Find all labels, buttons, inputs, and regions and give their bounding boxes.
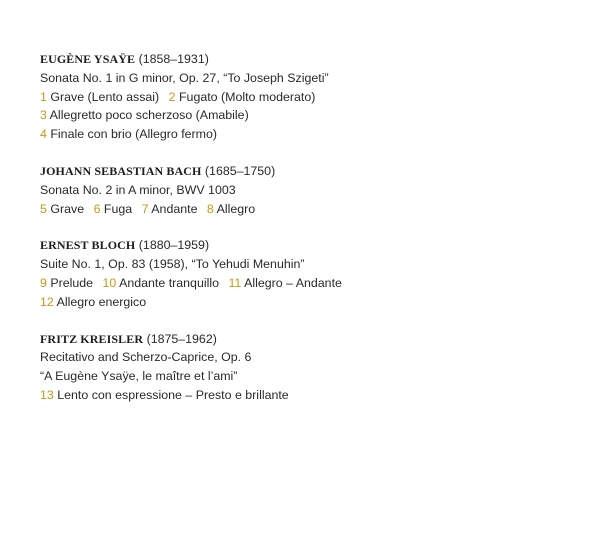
- track-number: 5: [40, 201, 47, 216]
- work-title: Suite No. 1, Op. 83 (1958), “To Yehudi Menuhin”: [40, 257, 305, 272]
- composer-heading: [40, 330, 580, 349]
- track-number: 3: [40, 108, 47, 123]
- track-item[interactable]: [40, 108, 249, 122]
- composer-heading: [40, 236, 580, 255]
- work-title: Recitativo and Scherzo-Caprice, Op. 6: [40, 350, 252, 365]
- track-title: Grave: [50, 201, 85, 216]
- track-title: Andante: [151, 201, 198, 216]
- track-item[interactable]: [40, 295, 146, 309]
- track-item[interactable]: [207, 202, 255, 216]
- track-item[interactable]: [40, 127, 217, 141]
- work-dedication: “A Eugène Ysaÿe, le maître et l’ami”: [40, 369, 238, 384]
- composer-heading: [40, 162, 580, 181]
- track-title: Lento con espressione – Presto e brillante: [57, 387, 289, 402]
- track-line: [40, 106, 580, 125]
- work-block-kreisler: [40, 330, 580, 405]
- composer-dates: (1880–1959): [138, 238, 210, 253]
- track-number: 11: [228, 275, 242, 290]
- track-line: [40, 88, 580, 107]
- track-listing: [40, 50, 580, 423]
- track-title: Andante tranquillo: [119, 275, 219, 290]
- track-title: Prelude: [50, 275, 94, 290]
- composer-heading: [40, 50, 580, 69]
- track-item[interactable]: [228, 276, 341, 290]
- track-number: 6: [93, 201, 101, 216]
- track-number: 8: [206, 201, 214, 216]
- track-item[interactable]: [103, 276, 219, 290]
- track-item[interactable]: [40, 388, 289, 402]
- track-title: Allegro – Andante: [244, 275, 342, 290]
- track-line: [40, 200, 580, 219]
- work-block-bach: [40, 162, 580, 218]
- composer-name: EUGÈNE YSAŸE: [40, 52, 136, 66]
- track-item[interactable]: [40, 202, 84, 216]
- track-number: 7: [141, 201, 149, 216]
- composer-dates: (1858–1931): [138, 52, 209, 66]
- track-number: 9: [40, 275, 47, 290]
- composer-name: ERNEST BLOCH: [40, 238, 136, 253]
- work-title: Sonata No. 2 in A minor, BWV 1003: [40, 182, 236, 197]
- track-line: [40, 386, 580, 405]
- composer-dates: (1685–1750): [204, 163, 276, 178]
- track-item[interactable]: [40, 276, 93, 290]
- track-item[interactable]: [40, 90, 159, 104]
- track-number: 2: [168, 89, 176, 104]
- track-item[interactable]: [142, 202, 198, 216]
- track-item[interactable]: [94, 202, 133, 216]
- track-number: 12: [40, 294, 54, 309]
- work-title: Sonata No. 1 in G minor, Op. 27, “To Joseph Szigeti”: [40, 70, 329, 85]
- track-number: 10: [102, 275, 117, 290]
- track-line: [40, 125, 580, 144]
- track-number: 1: [40, 89, 47, 104]
- track-title: Allegro energico: [56, 294, 147, 309]
- composer-name: FRITZ KREISLER: [40, 331, 144, 346]
- composer-name: JOHANN SEBASTIAN BACH: [40, 163, 202, 178]
- track-line: [40, 293, 580, 312]
- track-item[interactable]: [169, 90, 316, 104]
- track-number: 4: [40, 127, 47, 142]
- track-title: Fugato (Molto moderato): [178, 89, 316, 104]
- track-title: Fuga: [103, 201, 133, 216]
- work-block-bloch: [40, 236, 580, 311]
- track-title: Finale con brio (Allegro fermo): [50, 127, 218, 142]
- track-title: Allegro: [216, 201, 256, 216]
- track-title: Grave (Lento assai): [50, 89, 160, 104]
- track-title: Allegretto poco scherzoso (Amabile): [49, 108, 249, 123]
- track-line: [40, 274, 580, 293]
- track-number: 13: [40, 387, 54, 402]
- composer-dates: (1875–1962): [146, 331, 217, 346]
- work-block-ysaye: [40, 50, 580, 144]
